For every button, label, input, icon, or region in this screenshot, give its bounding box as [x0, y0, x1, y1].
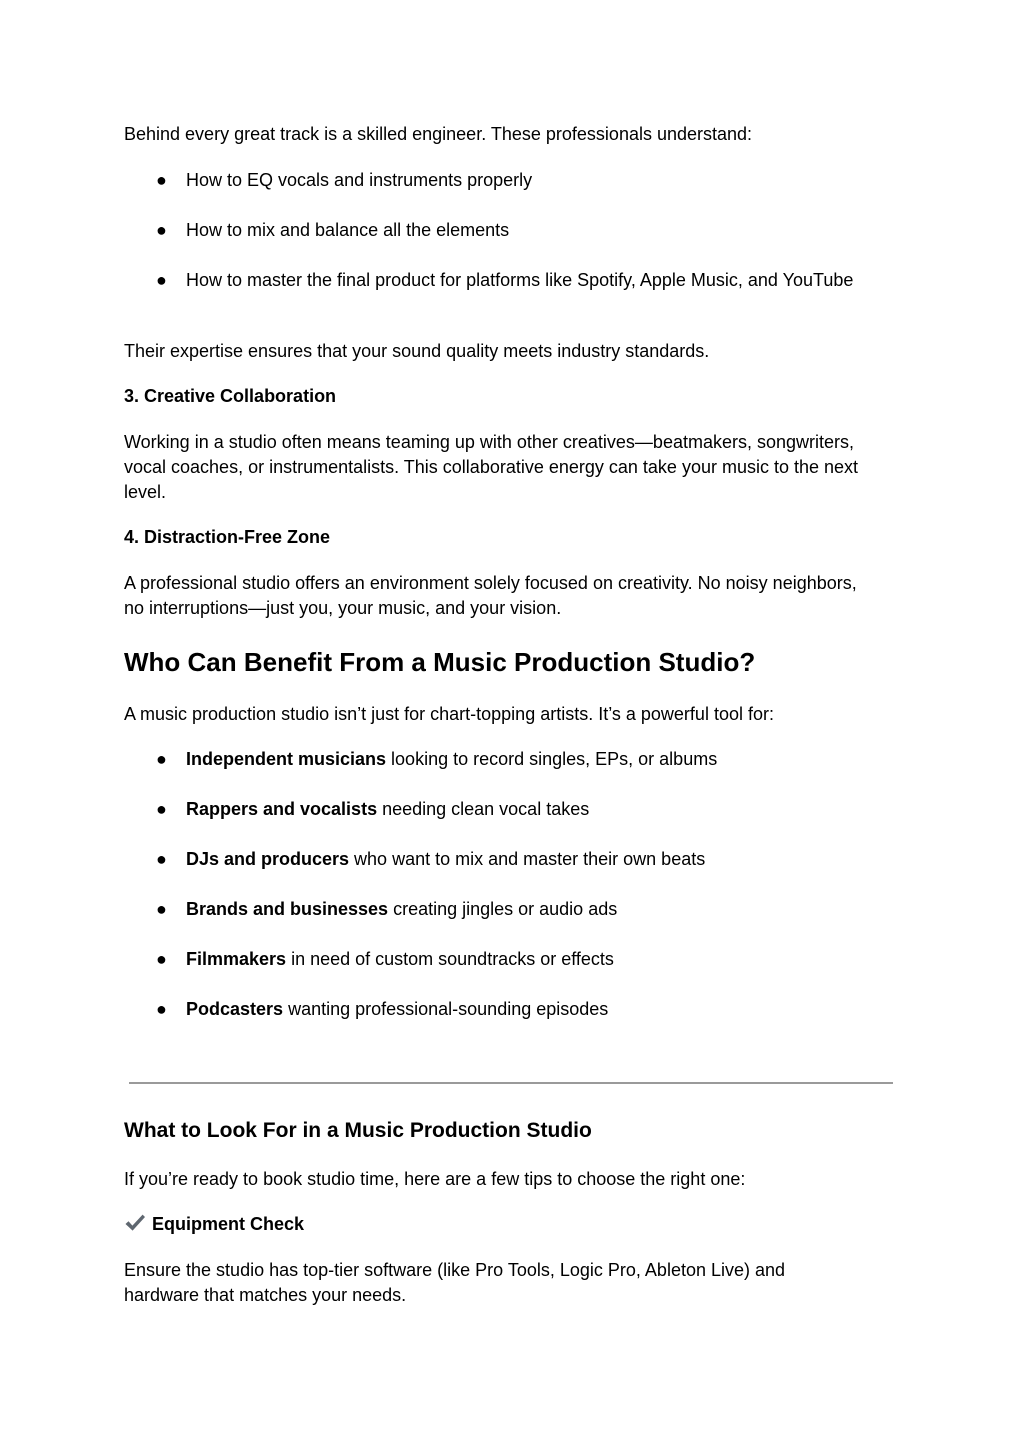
list-item: ● Podcasters wanting professional-sounding episodes: [156, 997, 916, 1022]
check-mark-icon: [124, 1213, 146, 1233]
equipment-body: Ensure the studio has top-tier software (like Pro Tools, Logic Pro, Ableton Live) and hardware that matches your needs.: [124, 1260, 786, 1305]
who-intro: A music production studio isn’t just for chart-topping artists. It’s a powerful tool for:: [124, 704, 774, 724]
list-item: ● How to master the final product for platforms like Spotify, Apple Music, and YouTube: [156, 268, 916, 293]
section3-heading: 3. Creative Collaboration: [124, 386, 337, 406]
bullet-icon: ●: [156, 749, 167, 769]
section3-body: Working in a studio often means teaming up with other creatives—beatmakers, songwriters, vocal coaches, or instrumentalists. This collaborative energy can take your music to the next level.: [124, 432, 859, 502]
horizontal-divider: [129, 1082, 893, 1084]
bullet-icon: ●: [156, 799, 167, 819]
intro-paragraph: Behind every great track is a skilled engineer. These professionals understand:: [124, 124, 753, 144]
list-item: ● Rappers and vocalists needing clean vocal takes: [156, 797, 916, 822]
who-heading: Who Can Benefit From a Music Production Studio?: [124, 647, 756, 677]
bullet-icon: ●: [156, 899, 167, 919]
expertise-paragraph: Their expertise ensures that your sound quality meets industry standards.: [124, 341, 710, 361]
bullet-icon: ●: [156, 999, 167, 1019]
section4-body: A professional studio offers an environment solely focused on creativity. No noisy neighbors, no interruptions—just you, your music, and your vision.: [124, 573, 857, 618]
list-item: ● Independent musicians looking to record singles, EPs, or albums: [156, 747, 916, 772]
look-for-intro: If you’re ready to book studio time, here are a few tips to choose the right one:: [124, 1169, 746, 1189]
bullet-icon: ●: [156, 849, 167, 869]
list-item: ● Brands and businesses creating jingles or audio ads: [156, 897, 916, 922]
list-item: ● Filmmakers in need of custom soundtracks or effects: [156, 947, 916, 972]
bullet-icon: ●: [156, 220, 167, 240]
list-item: ● How to EQ vocals and instruments properly: [156, 168, 916, 193]
equipment-heading: Equipment Check: [124, 1212, 899, 1237]
list-item: ● How to mix and balance all the elements: [156, 218, 916, 243]
bullet-icon: ●: [156, 949, 167, 969]
bullet-icon: ●: [156, 270, 167, 290]
section4-heading: 4. Distraction-Free Zone: [124, 527, 331, 547]
look-for-heading: What to Look For in a Music Production Studio: [124, 1119, 592, 1142]
list-item: ● DJs and producers who want to mix and master their own beats: [156, 847, 916, 872]
bullet-icon: ●: [156, 170, 167, 190]
